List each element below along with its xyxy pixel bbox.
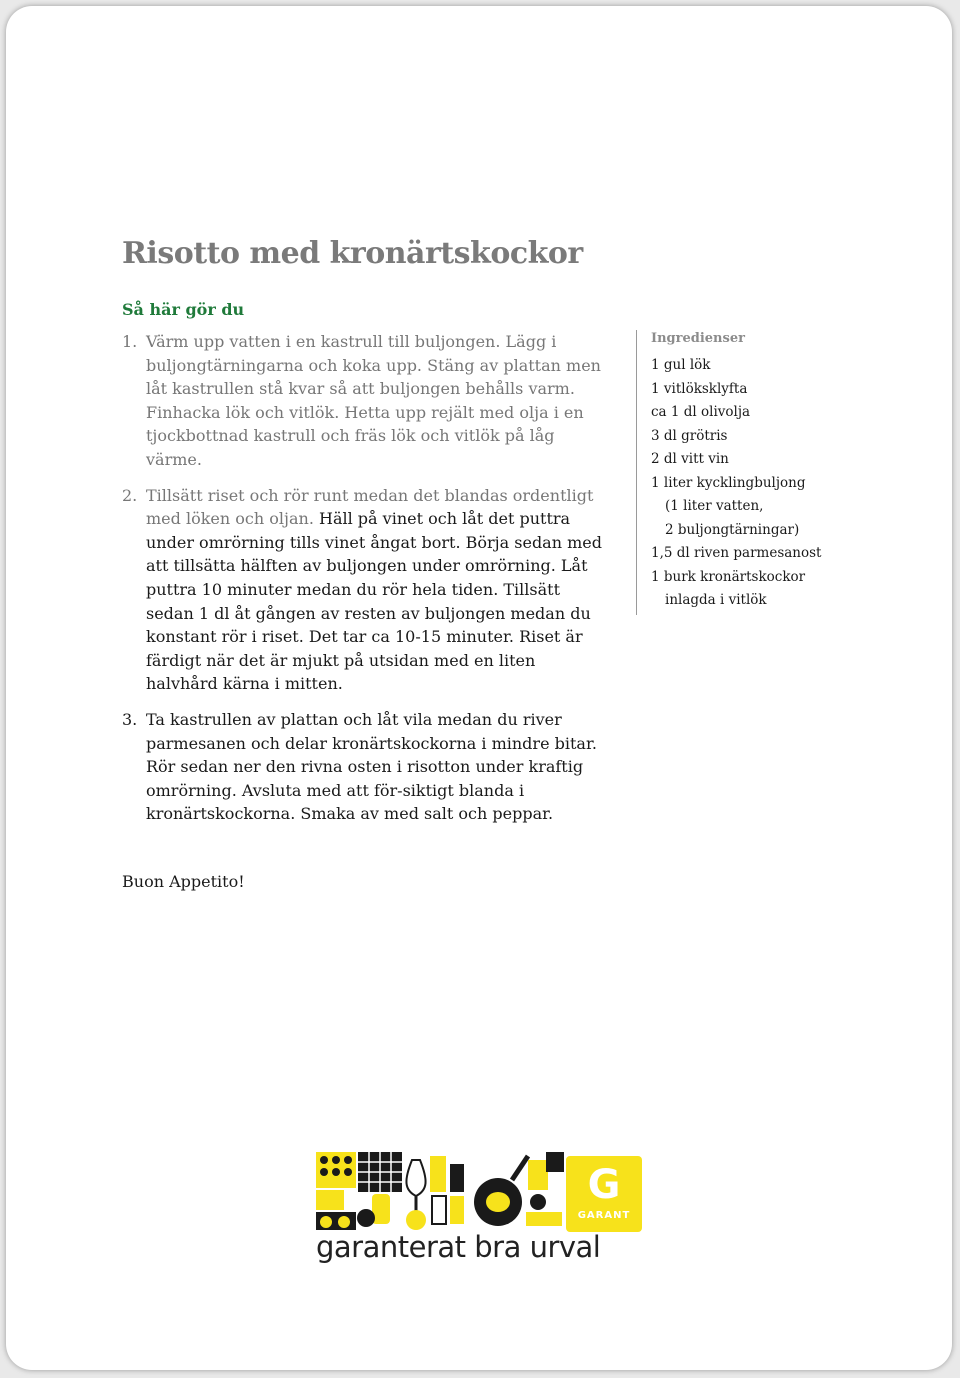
step-1 (122, 330, 612, 472)
step-number: 3. (122, 709, 138, 729)
garant-badge (566, 1156, 642, 1232)
ingredient-item: 2 dl vitt vin (651, 451, 729, 467)
brand-tagline: garanterat bra urval (316, 1230, 601, 1264)
step-text-faint: Tillsätt riset och rör runt medan det blandas ordentligt med löken och oljan. (146, 485, 594, 529)
ingredient-item: ca 1 dl olivolja (651, 404, 751, 420)
step-2 (122, 484, 612, 696)
step-text: Värm upp vatten i en kastrull till buljongen. Lägg i buljongtärningarna och koka upp. Stäng av plattan men låt kastrullen stå kvar så att buljongen behålls varm. Finhacka lök och vitlök. Hetta upp rejält med olja i en tjockbottnad kastrull och fräs lök och vitlök på låg värme. (146, 332, 601, 469)
recipe-title: Risotto med kronärtskockor (122, 236, 583, 271)
garant-g-letter: G (587, 1162, 621, 1208)
ingredients-panel (636, 330, 891, 615)
ingredient-item: 2 buljongtärningar) (665, 521, 800, 538)
ingredients-heading: Ingredienser (651, 331, 745, 346)
ingredient-item: 1 gul lök (651, 357, 711, 373)
ingredients-list (651, 354, 891, 613)
ingredient-item: 1 burk kronärtskockor (651, 568, 806, 585)
method-steps (122, 330, 612, 838)
step-number: 1. (122, 332, 138, 351)
step-text: Häll på vinet och låt det puttra under omrörning tills vinet ångat bort. Börja sedan med att tillsätta hälften av buljongen under omrörning. Låt puttra 10 minuter medan du rör hela tiden. Tillsätt sedan 1 dl åt gången av resten av buljongen medan du konstant rör i riset. Det tar ca 10-15 minuter. Riset är färdigt när det är mjukt på utsidan med en liten halvhård kärna i mitten. (146, 509, 602, 694)
ingredient-item: 1 liter kycklingbuljong (651, 474, 806, 491)
ingredient-item: inlagda i vitlök (665, 592, 767, 608)
step-text: Ta kastrullen av plattan och låt vila medan du river parmesanen och delar kronärtskockorna i mindre bitar. Rör sedan ner den rivna osten i risotton under kraftig omrörning. Avsluta med att för-siktigt blanda i kronärtskockorna. Smaka av med salt och peppar. (146, 709, 597, 824)
ingredient-item: 1,5 dl riven parmesanost (651, 545, 822, 561)
garant-word: GARANT (577, 1210, 631, 1221)
step-3 (122, 708, 612, 826)
step-number: 2. (122, 485, 138, 505)
signoff: Buon Appetito! (122, 872, 245, 891)
illustration-group (316, 1152, 564, 1230)
ingredient-item: 1 vitlöksklyfta (651, 380, 748, 397)
ingredient-item: (1 liter vatten, (665, 498, 764, 514)
method-heading: Så här gör du (122, 300, 245, 319)
ingredient-item: 3 dl grötris (651, 427, 728, 444)
